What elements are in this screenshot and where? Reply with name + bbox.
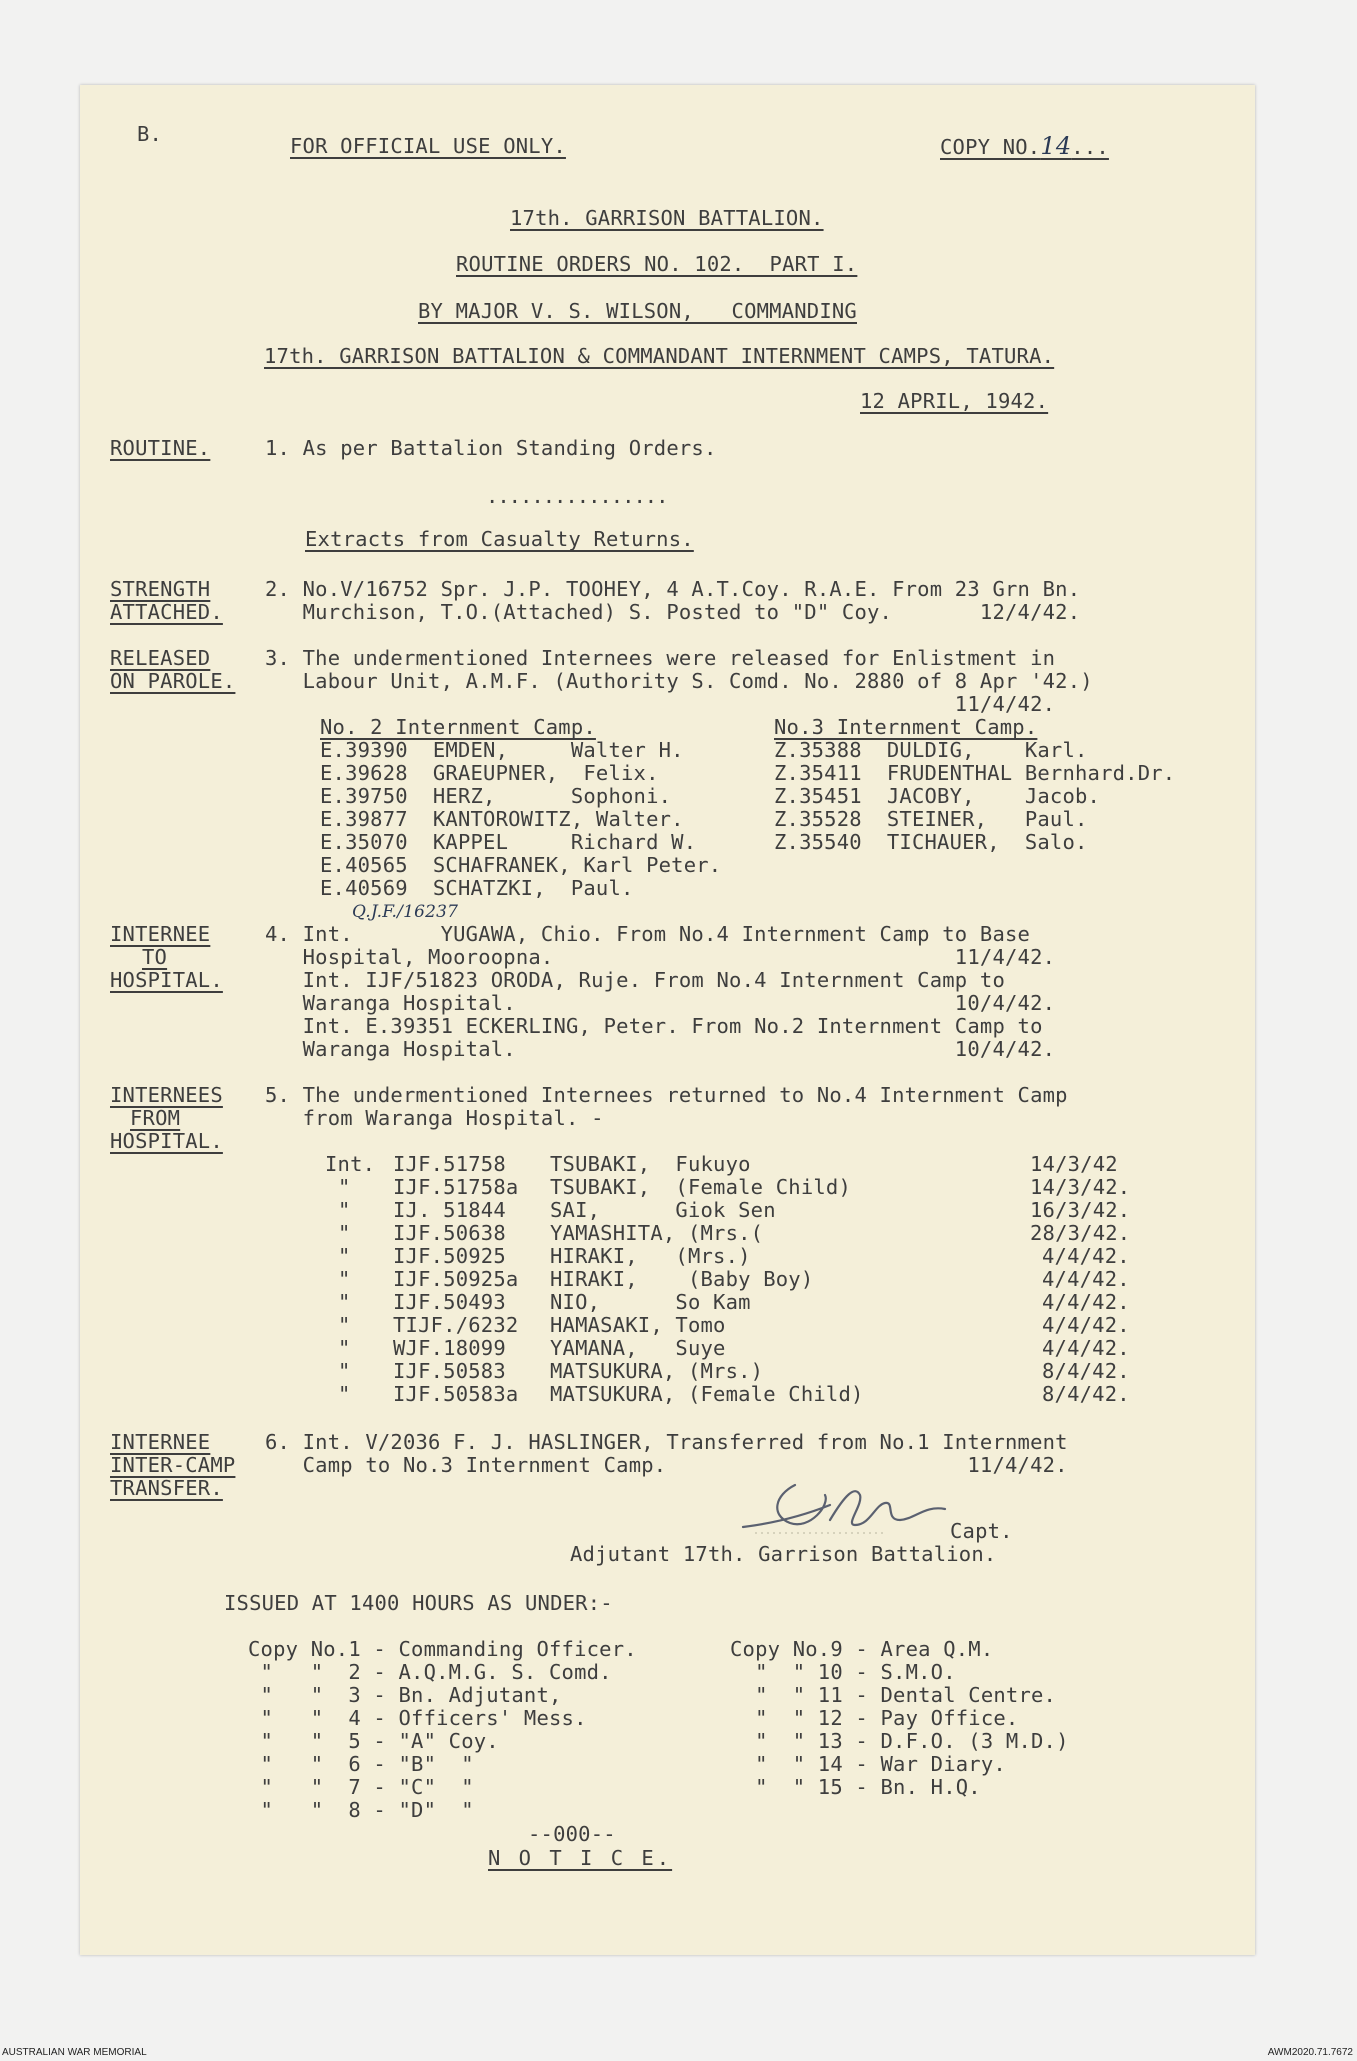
s6-line: 6. Int. V/2036 F. J. HASLINGER, Transferred from No.1 Internment	[265, 1430, 1068, 1454]
s2-line: Murchison, T.O.(Attached) S. Posted to "D" Coy. 12/4/42.	[265, 600, 1081, 624]
s5-row-pre: "	[338, 1336, 351, 1360]
s4-line: Int. IJF/51823 ORODA, Ruje. From No.4 Internment Camp to	[265, 968, 1005, 992]
s5-row-pre: Int.	[325, 1152, 376, 1176]
camp2-row: E.39390 EMDEN, Walter H.	[320, 738, 684, 762]
s5-row-date: 28/3/42.	[1030, 1221, 1131, 1245]
label-from: FROM	[130, 1106, 181, 1130]
s5-row-pre: "	[338, 1221, 351, 1245]
label-hospital-2: HOSPITAL.	[110, 1129, 223, 1153]
camp3-row: Z.35451 JACOBY, Jacob.	[774, 784, 1101, 808]
s5-row-date: 14/3/42	[1030, 1152, 1118, 1176]
s3-line: 11/4/42.	[265, 692, 1056, 716]
s5-row-pre: "	[338, 1267, 351, 1291]
s2-line: 2. No.V/16752 Spr. J.P. TOOHEY, 4 A.T.Coy. R.A.E. From 23 Grn Bn.	[265, 577, 1081, 601]
label-strength: STRENGTH	[110, 577, 211, 601]
document-sheet	[80, 85, 1255, 1955]
order-date: 12 APRIL, 1942.	[860, 389, 1049, 413]
distribution-item: " " 10 - S.M.O.	[730, 1660, 956, 1684]
camp2-row: E.39877 KANTOROWITZ, Walter.	[320, 807, 684, 831]
copy-number: COPY NO.14...	[940, 132, 1109, 160]
s5-row-name: NIO, So Kam	[550, 1290, 751, 1314]
label-internee-2: INTERNEE	[110, 1430, 211, 1454]
camp3-row: Z.35528 STEINER, Paul.	[774, 807, 1088, 831]
s5-row-id: IJF.50925a	[393, 1267, 519, 1291]
s5-row-name: HIRAKI, (Mrs.)	[550, 1244, 751, 1268]
s5-row-id: IJF.51758	[393, 1152, 506, 1176]
end-marker: --000--	[528, 1822, 616, 1846]
s5-row-name: MATSUKURA, (Female Child)	[550, 1382, 864, 1406]
dotted-separator: ................	[486, 484, 668, 508]
signature-image	[735, 1475, 965, 1545]
footer-accession: AWM2020.71.7672	[1267, 2047, 1353, 2058]
handwritten-number: Q.J.F./16237	[352, 902, 459, 922]
s5-row-date: 4/4/42.	[1042, 1313, 1130, 1337]
camp2-row: E.39628 GRAEUPNER, Felix.	[320, 761, 659, 785]
camp3-row: Z.35411 FRUDENTHAL Bernhard.Dr.	[774, 761, 1176, 785]
s5-row-name: MATSUKURA, (Mrs.)	[550, 1359, 764, 1383]
label-released: RELEASED	[110, 646, 211, 670]
s5-row-pre: "	[338, 1244, 351, 1268]
distribution-item: " " 11 - Dental Centre.	[730, 1683, 1057, 1707]
s4-line: Waranga Hospital. 10/4/42.	[265, 1037, 1056, 1061]
extracts-heading: Extracts from Casualty Returns.	[305, 527, 694, 551]
routine-text: 1. As per Battalion Standing Orders.	[265, 436, 717, 460]
s5-row-name: TSUBAKI, Fukuyo	[550, 1152, 751, 1176]
distribution-item: " " 12 - Pay Office.	[730, 1706, 1019, 1730]
label-hospital: HOSPITAL.	[110, 968, 223, 992]
camp2-row: E.35070 KAPPEL Richard W.	[320, 830, 697, 854]
s5-row-pre: "	[338, 1198, 351, 1222]
title-battalion: 17th. GARRISON BATTALION.	[510, 206, 824, 230]
distribution-item: " " 4 - Officers' Mess.	[248, 1706, 587, 1730]
distribution-item: " " 5 - "A" Coy.	[248, 1729, 499, 1753]
s5-line: from Waranga Hospital. -	[265, 1106, 604, 1130]
label-internee: INTERNEE	[110, 922, 211, 946]
distribution-item: " " 3 - Bn. Adjutant,	[248, 1683, 562, 1707]
s4-line: 4. Int. YUGAWA, Chio. From No.4 Internment Camp to Base	[265, 922, 1031, 946]
s4-line: Hospital, Mooroopna. 11/4/42.	[265, 945, 1056, 969]
s5-row-pre: "	[338, 1313, 351, 1337]
s5-row-date: 8/4/42.	[1042, 1382, 1130, 1406]
s5-row-date: 4/4/42.	[1042, 1290, 1130, 1314]
s5-row-name: HAMASAKI, Tomo	[550, 1313, 726, 1337]
camp2-header: No. 2 Internment Camp.	[320, 715, 596, 739]
s3-line: 3. The undermentioned Internees were released for Enlistment in	[265, 646, 1056, 670]
s5-row-name: TSUBAKI, (Female Child)	[550, 1175, 852, 1199]
distribution-item: " " 15 - Bn. H.Q.	[730, 1775, 981, 1799]
label-transfer: TRANSFER.	[110, 1476, 223, 1500]
s5-row-name: YAMASHITA, (Mrs.(	[550, 1221, 764, 1245]
title-routine-orders: ROUTINE ORDERS NO. 102. PART I.	[456, 252, 858, 276]
s5-row-id: IJF.50925	[393, 1244, 506, 1268]
s5-row-pre: "	[338, 1290, 351, 1314]
signatory-rank: Capt.	[950, 1519, 1013, 1543]
label-on-parole: ON PAROLE.	[110, 669, 236, 693]
s5-row-name: YAMANA, Suye	[550, 1336, 726, 1360]
s5-row-id: WJF.18099	[393, 1336, 506, 1360]
distribution-item: " " 6 - "B" "	[248, 1752, 474, 1776]
distribution-item: " " 13 - D.F.O. (3 M.D.)	[730, 1729, 1069, 1753]
distribution-item: Copy No.9 - Area Q.M.	[730, 1637, 994, 1661]
s5-row-id: IJF.50583a	[393, 1382, 519, 1406]
s4-line: Waranga Hospital. 10/4/42.	[265, 991, 1056, 1015]
s5-row-date: 4/4/42.	[1042, 1267, 1130, 1291]
s5-row-id: IJF.50493	[393, 1290, 506, 1314]
label-inter-camp: INTER-CAMP	[110, 1453, 236, 1477]
s5-row-date: 16/3/42.	[1030, 1198, 1131, 1222]
s5-row-id: TIJF./6232	[393, 1313, 519, 1337]
s5-row-date: 4/4/42.	[1042, 1244, 1130, 1268]
label-to: TO	[142, 945, 168, 969]
s5-row-pre: "	[338, 1359, 351, 1383]
s3-line: Labour Unit, A.M.F. (Authority S. Comd. No. 2880 of 8 Apr '42.)	[265, 669, 1093, 693]
distribution-item: " " 2 - A.Q.M.G. S. Comd.	[248, 1660, 612, 1684]
s5-row-date: 4/4/42.	[1042, 1336, 1130, 1360]
s5-row-pre: "	[338, 1175, 351, 1199]
camp3-row: Z.35388 DULDIG, Karl.	[774, 738, 1088, 762]
s5-row-name: HIRAKI, (Baby Boy)	[550, 1267, 814, 1291]
footer-source: AUSTRALIAN WAR MEMORIAL	[2, 2047, 147, 2058]
s5-row-date: 14/3/42.	[1030, 1175, 1131, 1199]
label-attached: ATTACHED.	[110, 600, 223, 624]
distribution-item: " " 14 - War Diary.	[730, 1752, 1006, 1776]
camp2-row: E.40569 SCHATZKI, Paul.	[320, 876, 634, 900]
camp2-row: E.39750 HERZ, Sophoni.	[320, 784, 672, 808]
distribution-item: Copy No.1 - Commanding Officer.	[248, 1637, 637, 1661]
s5-row-pre: "	[338, 1382, 351, 1406]
camp3-row: Z.35540 TICHAUER, Salo.	[774, 830, 1088, 854]
s5-line: 5. The undermentioned Internees returned to No.4 Internment Camp	[265, 1083, 1068, 1107]
issued-line: ISSUED AT 1400 HOURS AS UNDER:-	[224, 1591, 613, 1615]
distribution-item: " " 8 - "D" "	[248, 1798, 474, 1822]
s5-row-id: IJ. 51844	[393, 1198, 506, 1222]
s5-row-id: IJF.50583	[393, 1359, 506, 1383]
notice-heading: N O T I C E.	[488, 1846, 673, 1870]
s6-line: Camp to No.3 Internment Camp. 11/4/42.	[265, 1453, 1068, 1477]
label-routine: ROUTINE.	[110, 436, 211, 460]
label-internees: INTERNEES	[110, 1083, 223, 1107]
s5-row-name: SAI, Giok Sen	[550, 1198, 776, 1222]
distribution-item: " " 7 - "C" "	[248, 1775, 474, 1799]
camp2-row: E.40565 SCHAFRANEK, Karl Peter.	[320, 853, 722, 877]
s5-row-date: 8/4/42.	[1042, 1359, 1130, 1383]
signatory-title: Adjutant 17th. Garrison Battalion.	[570, 1542, 997, 1566]
official-use-banner: FOR OFFICIAL USE ONLY.	[290, 134, 566, 158]
camp3-header: No.3 Internment Camp.	[774, 715, 1038, 739]
title-commandant: 17th. GARRISON BATTALION & COMMANDANT INTERNMENT CAMPS, TATURA.	[264, 344, 1055, 368]
b-mark: B.	[137, 122, 163, 146]
s4-line: Int. E.39351 ECKERLING, Peter. From No.2 Internment Camp to	[265, 1014, 1043, 1038]
title-commanding: BY MAJOR V. S. WILSON, COMMANDING	[418, 299, 857, 323]
s5-row-id: IJF.51758a	[393, 1175, 519, 1199]
s5-row-id: IJF.50638	[393, 1221, 506, 1245]
